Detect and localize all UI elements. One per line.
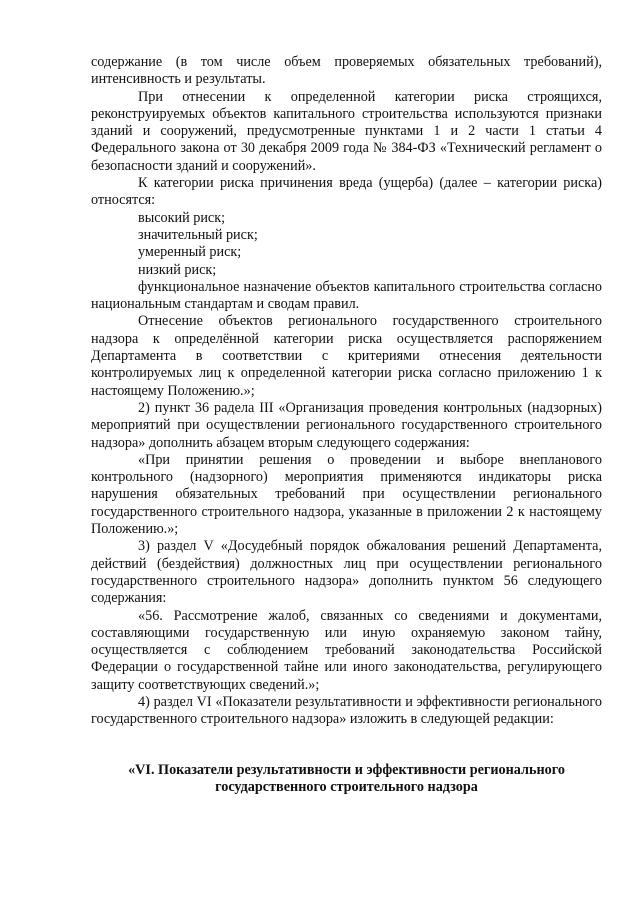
paragraph: При отнесении к определенной категории риска строящихся, реконструируемых объектов капитального строительства используются признаки зданий и сооружений, предусмотренные пунктами 1 и 2 части 1 статьи 4 Федерального закона от 30 декабря 2009 года № 384-ФЗ «Технический регламент о безопасности зданий и сооружений». [91,88,602,174]
list-item: умеренный риск; [138,244,242,261]
paragraph: «56. Рассмотрение жалоб, связанных со сведениями и документами, составляющими государственную или иную охраняемую законом тайну, осуществляется с соблюдением требований законодательства Российской Федерации о государственной тайне или иного законодательства, регулирующего защиту соответствующих сведений.»; [91,607,602,693]
document-page [91,54,602,796]
paragraph: «При принятии решения о проведении и выборе внепланового контрольного (надзорного) мероприятия применяются индикаторы риска нарушения обязательных требований при осуществлении регионального государственного строительного надзора, указанные в приложении 2 к настоящему Положению.»; [91,451,602,538]
list-item: высокий риск; [138,209,226,226]
paragraph: К категории риска причинения вреда (ущерба) (далее – категории риска) относятся: [91,175,602,209]
paragraph: Отнесение объектов регионального государственного строительного надзора к определённой категории риска осуществляется распоряжением Департамента в соответствии с критериями отнесения деятельности контролируемых лиц к определенной категории риска согласно приложению 1 к настоящему Положению.»; [91,313,602,399]
paragraph: 4) раздел VI «Показатели результативности и эффективности регионального государственного строительного надзора» изложить в следующей редакции: [91,693,602,728]
paragraph: 2) пункт 36 радела III «Организация проведения контрольных (надзорных) мероприятий при осуществлении регионального государственного строительного надзора» дополнить абзацем вторым следующего содержания: [91,399,602,451]
list-item: низкий риск; [138,261,217,278]
list-item: значительный риск; [138,226,258,243]
section-heading: «VI. Показатели результативности и эффективности регионального государственного строительного надзора [128,761,565,795]
paragraph: содержание (в том числе объем проверяемых обязательных требований), интенсивность и результаты. [91,54,602,88]
paragraph: функциональное назначение объектов капитального строительства согласно национальным стандартам и сводам правил. [91,278,602,313]
paragraph: 3) раздел V «Досудебный порядок обжалования решений Департамента, действий (бездействия) должностных лиц при осуществлении регионального государственного строительного надзора» дополнить пунктом 56 следующего содержания: [91,538,602,607]
